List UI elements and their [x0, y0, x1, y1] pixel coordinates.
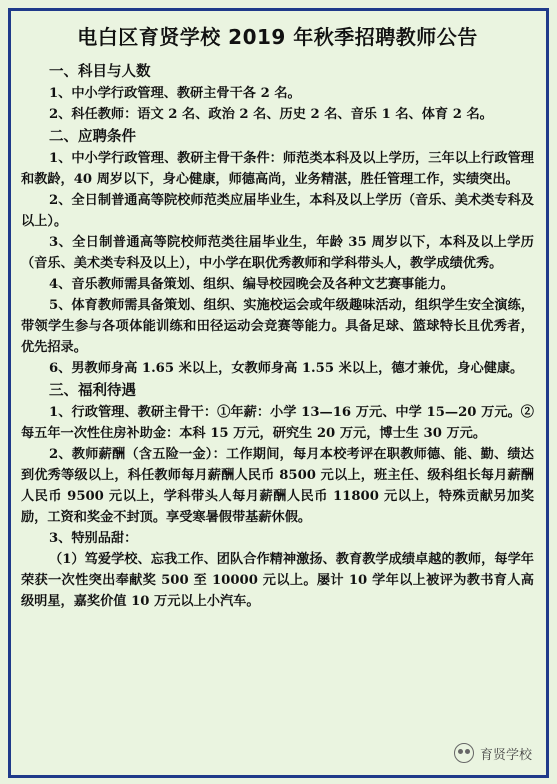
paragraph: 1、中小学行政管理、教研主骨干各 2 名。: [49, 86, 301, 101]
paragraph: 1、行政管理、教研主骨干：①年薪：小学 13—16 万元、中学 15—20 万元。②每五年一次性住房补助金：本科 15 万元，研究生 20 万元，博士生 30 万元。: [21, 405, 534, 441]
document-body: [21, 21, 534, 612]
section-heading: 三、福利待遇: [49, 383, 136, 399]
section-requirements: [21, 127, 534, 379]
paragraph: 6、男教师身高 1.65 米以上，女教师身高 1.55 米以上，德才兼优，身心健康。: [49, 361, 524, 376]
paragraph: 2、全日制普通高等院校师范类应届毕业生，本科及以上学历（音乐、美术类专科及以上）。: [21, 193, 534, 229]
section-heading: 一、科目与人数: [49, 64, 151, 80]
document-title: 电白区育贤学校 2019 年秋季招聘教师公告: [77, 25, 478, 49]
wechat-icon: [454, 743, 474, 763]
section-benefits: [21, 381, 534, 612]
watermark: [454, 743, 532, 763]
section-heading: 二、应聘条件: [49, 129, 136, 145]
notice-document: [8, 8, 549, 778]
paragraph: （1）笃爱学校、忘我工作、团队合作精神激扬、教育教学成绩卓越的教师，每学年荣获一次性突出奉献奖 500 至 10000 元以上。屡计 10 学年以上被评为教书育人高级明星，嘉奖价值 10 万元以上小汽车。: [21, 552, 534, 609]
paragraph: 4、音乐教师需具备策划、组织、编导校园晚会及各种文艺赛事能力。: [49, 277, 454, 292]
section-subjects: [21, 62, 534, 125]
paragraph: 5、体育教师需具备策划、组织、实施校运会或年级趣味活动，组织学生安全演练，带领学生参与各项体能训练和田径运动会竞赛等能力。具备足球、篮球特长且优秀者，优先招录。: [21, 298, 534, 355]
paragraph: 1、中小学行政管理、教研主骨干条件：师范类本科及以上学历，三年以上行政管理和教龄，40 周岁以下，身心健康，师德高尚，业务精湛，胜任管理工作，实绩突出。: [21, 151, 534, 187]
paragraph: 3、全日制普通高等院校师范类往届毕业生，年龄 35 周岁以下，本科及以上学历（音乐、美术类专科及以上），中小学在职优秀教师和学科带头人，教学成绩优秀。: [21, 235, 534, 271]
watermark-text: 育贤学校: [479, 747, 532, 763]
paragraph: 3、特别品甜：: [49, 531, 138, 546]
paragraph: 2、教师薪酬（含五险一金）：工作期间，每月本校考评在职教师德、能、勤、绩达到优秀等级以上，科任教师每月薪酬人民币 8500 元以上，班主任、级科组长每月薪酬人民币 9500 元以上，学科带头人每月薪酬人民币 11800 元以上，特殊贡献另加奖励，工资和奖金不封顶。享受寒暑假带基薪休假。: [21, 447, 534, 525]
paragraph: 2、科任教师：语文 2 名、政治 2 名、历史 2 名、音乐 1 名、体育 2 名。: [49, 107, 493, 122]
